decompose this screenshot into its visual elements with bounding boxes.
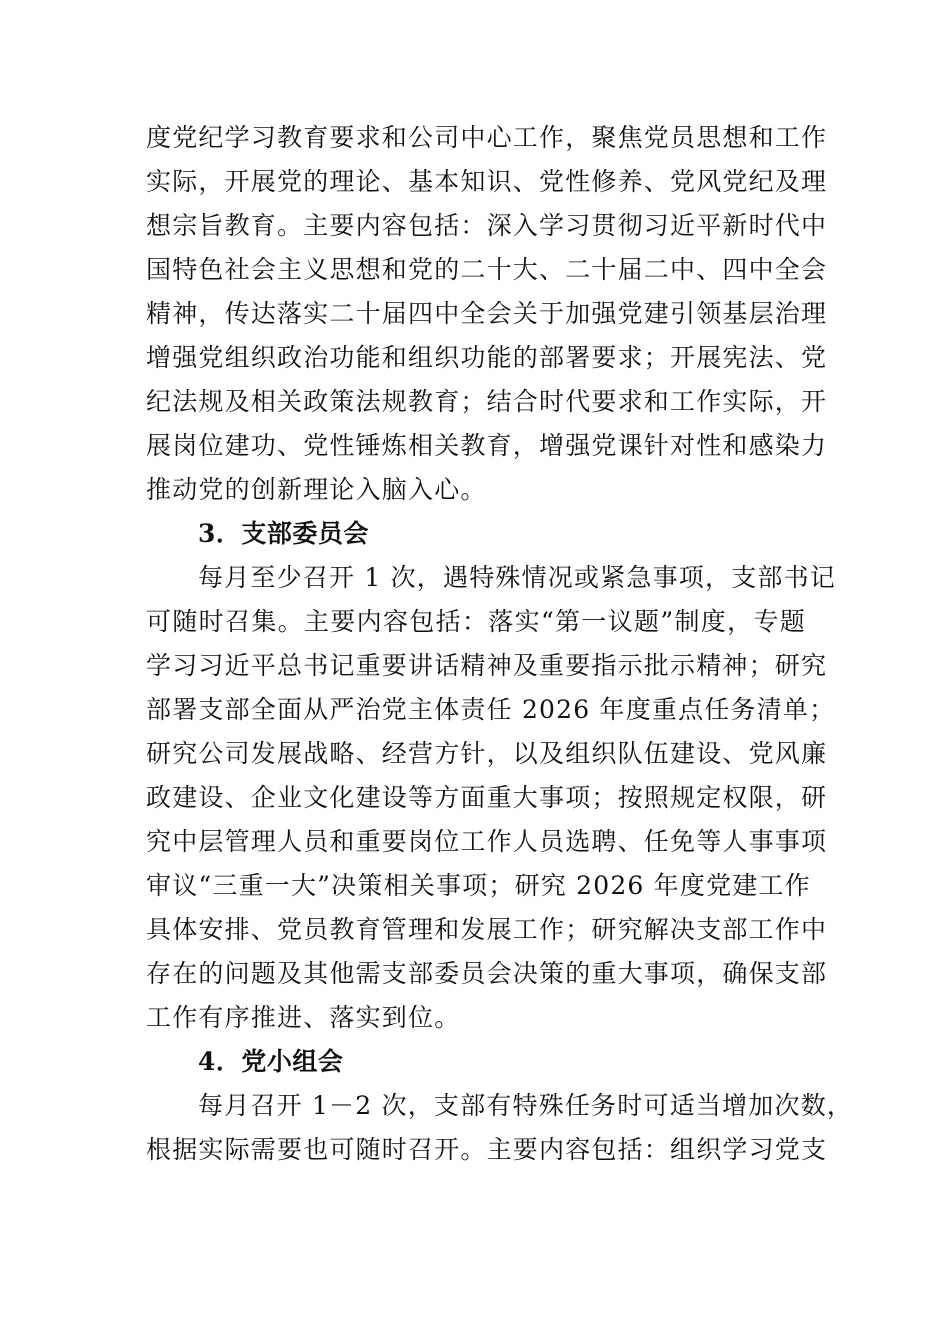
- paragraph-line: 纪法规及相关政策法规教育；结合时代要求和工作实际，开: [146, 387, 828, 416]
- paragraph-line: 每月召开 1－2 次，支部有特殊任务时可适当增加次数，: [198, 1091, 854, 1120]
- section-heading-3: 3．支部委员会: [198, 519, 369, 548]
- paragraph-line: 想宗旨教育。主要内容包括：深入学习贯彻习近平新时代中: [146, 211, 828, 240]
- paragraph-line: 政建设、企业文化建设等方面重大事项；按照规定权限，研: [146, 783, 828, 812]
- paragraph-line: 具体安排、党员教育管理和发展工作；研究解决支部工作中: [146, 915, 828, 944]
- paragraph-line: 工作有序推进、落实到位。: [146, 1003, 461, 1032]
- paragraph-line: 每月至少召开 1 次，遇特殊情况或紧急事项，支部书记: [198, 563, 837, 592]
- paragraph-line: 存在的问题及其他需支部委员会决策的重大事项，确保支部: [146, 959, 828, 988]
- paragraph-line: 展岗位建功、党性锤炼相关教育，增强党课针对性和感染力: [146, 431, 828, 460]
- paragraph-line: 审议“三重一大”决策相关事项；研究 2026 年度党建工作: [146, 871, 811, 900]
- paragraph-line: 国特色社会主义思想和党的二十大、二十届二中、四中全会: [146, 255, 828, 284]
- paragraph-line: 可随时召集。主要内容包括：落实“第一议题”制度，专题: [146, 607, 806, 636]
- paragraph-line: 部署支部全面从严治党主体责任 2026 年度重点任务清单；: [146, 695, 836, 724]
- paragraph-line: 究中层管理人员和重要岗位工作人员选聘、任免等人事事项: [146, 827, 828, 856]
- paragraph-line: 度党纪学习教育要求和公司中心工作，聚焦党员思想和工作: [146, 123, 828, 152]
- paragraph-line: 学习习近平总书记重要讲话精神及重要指示批示精神；研究: [146, 651, 828, 680]
- paragraph-line: 研究公司发展战略、经营方针，以及组织队伍建设、党风廉: [146, 739, 828, 768]
- section-heading-4: 4．党小组会: [198, 1047, 344, 1076]
- paragraph-line: 推动党的创新理论入脑入心。: [146, 475, 487, 504]
- paragraph-line: 根据实际需要也可随时召开。主要内容包括：组织学习党支: [146, 1135, 828, 1164]
- paragraph-line: 增强党组织政治功能和组织功能的部署要求；开展宪法、党: [146, 343, 828, 372]
- paragraph-line: 实际，开展党的理论、基本知识、党性修养、党风党纪及理: [146, 167, 828, 196]
- paragraph-line: 精神，传达落实二十届四中全会关于加强党建引领基层治理: [146, 299, 828, 328]
